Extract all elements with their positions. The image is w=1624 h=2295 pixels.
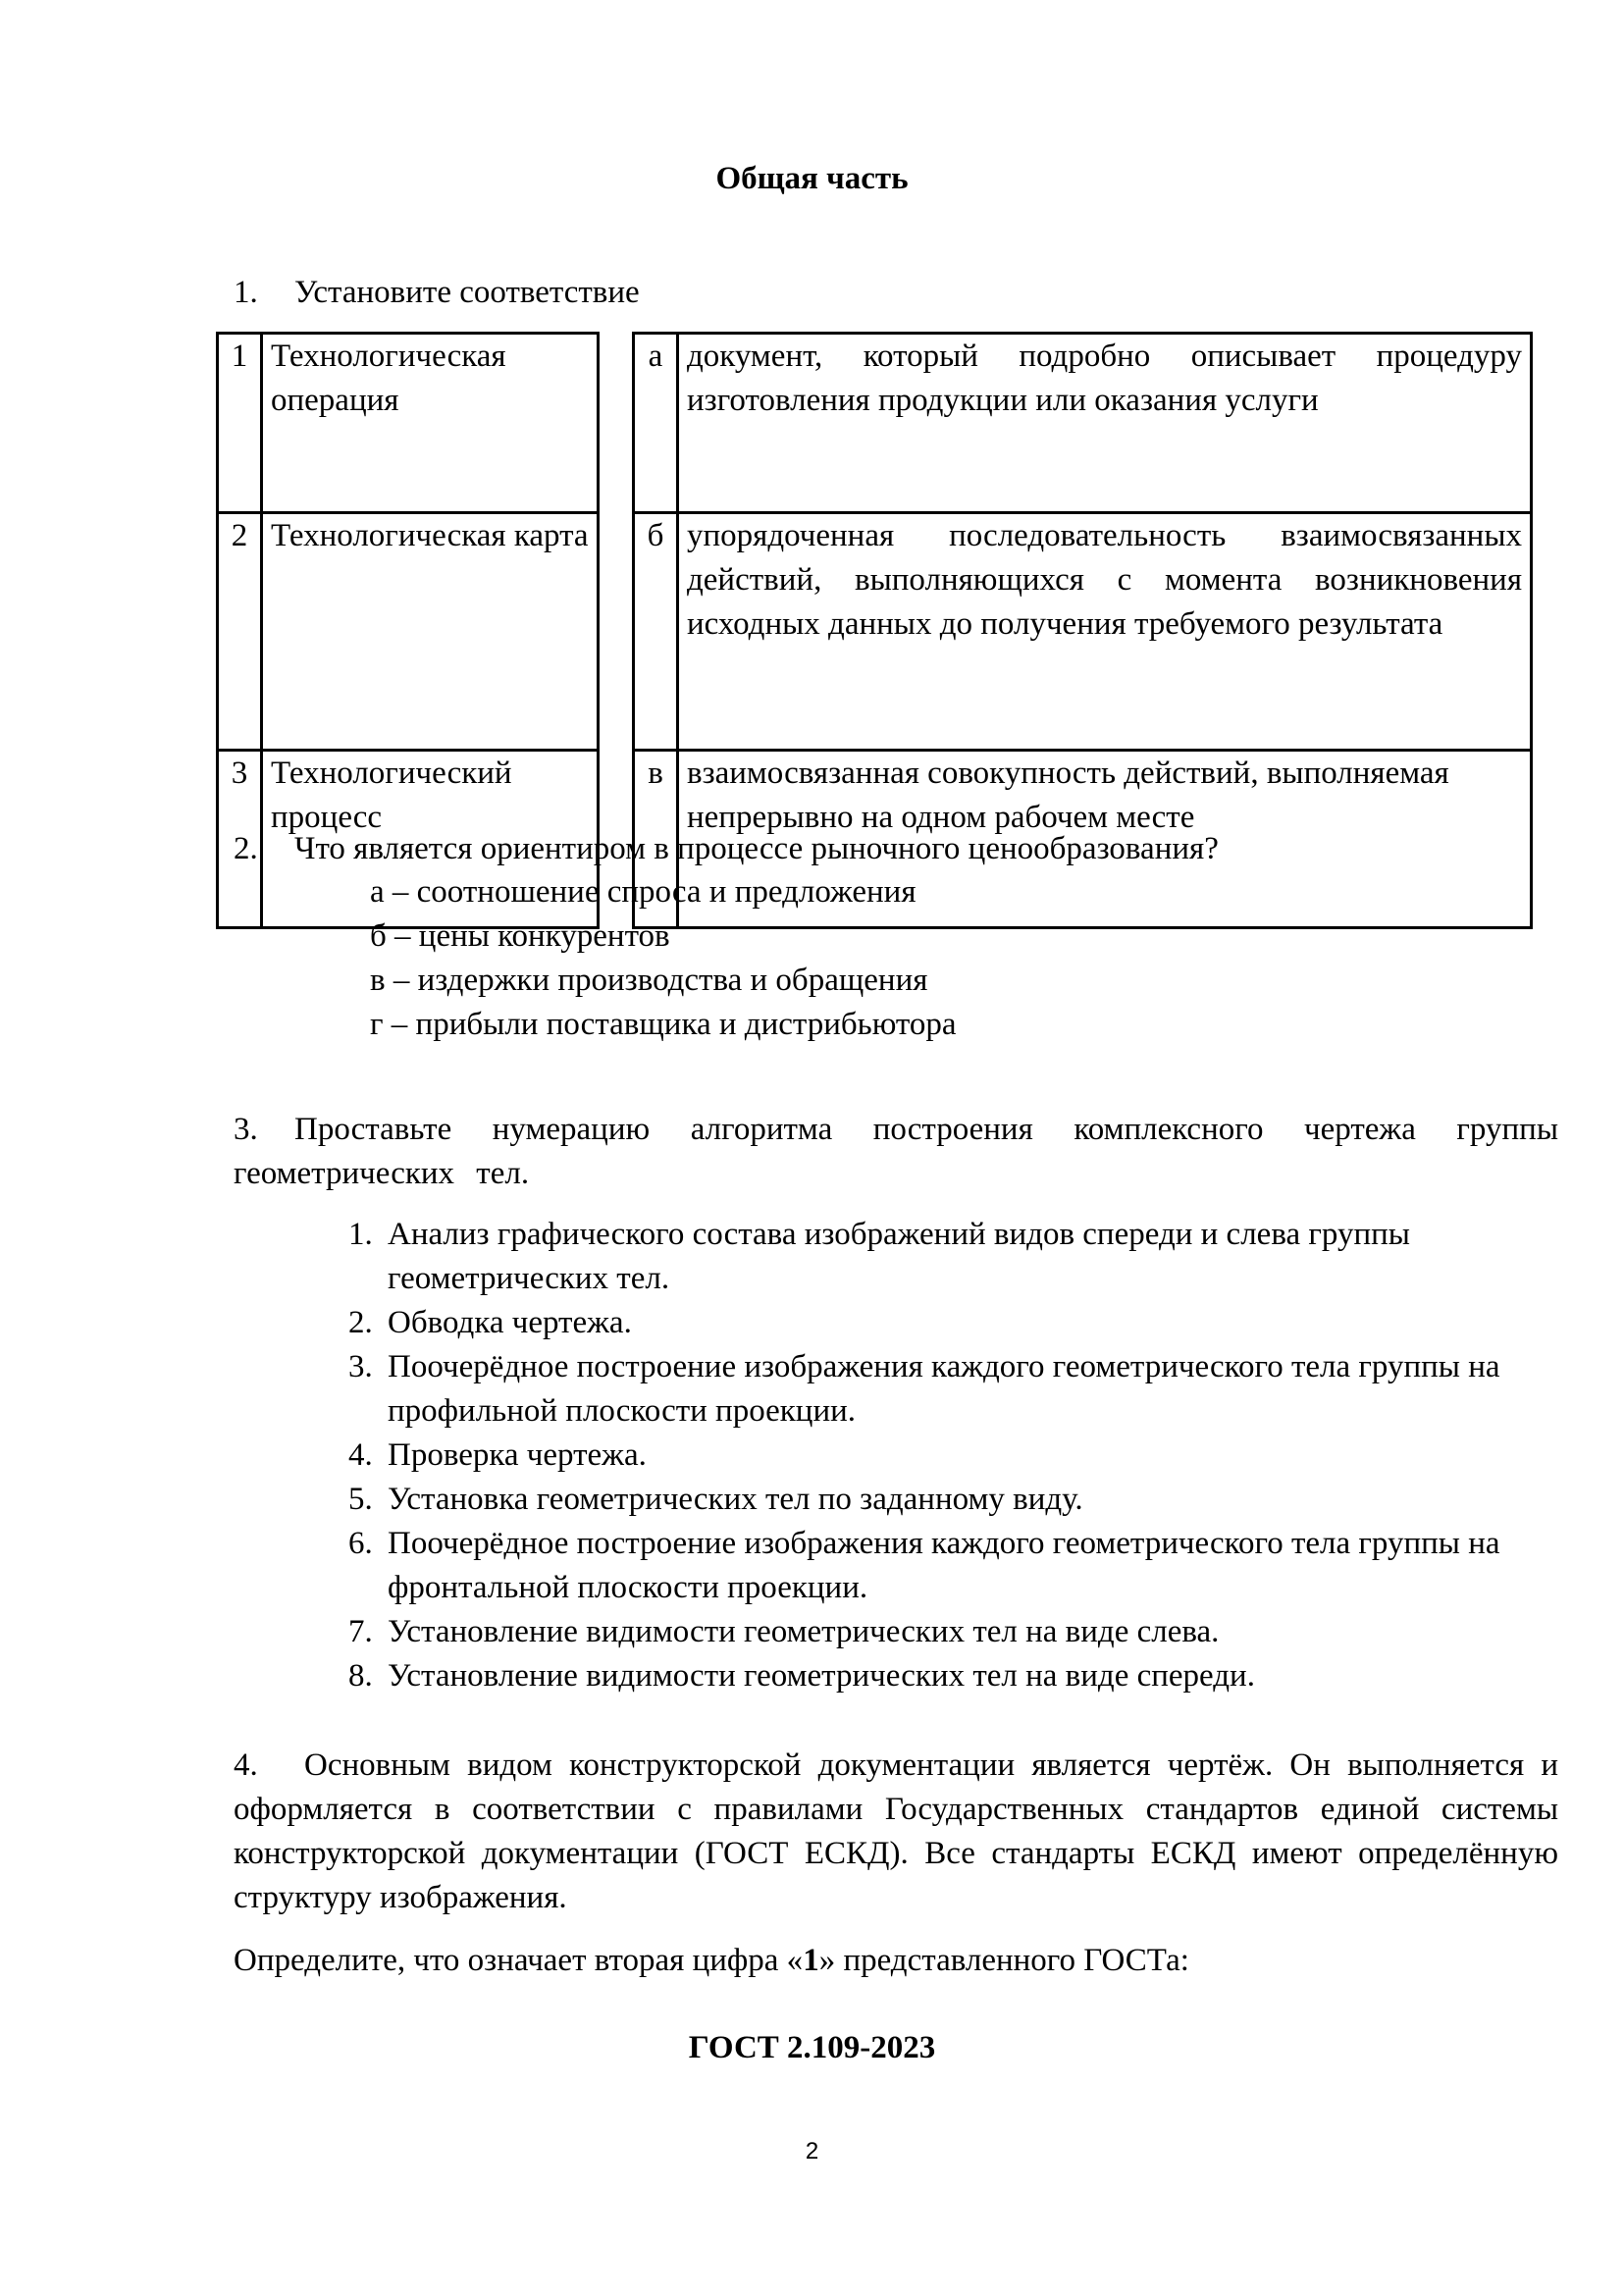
table-row	[218, 334, 599, 513]
answer-option: в – издержки производства и обращения	[370, 963, 928, 998]
gost-designation: ГОСТ 2.109-2023	[688, 2030, 936, 2065]
step-number: 8.	[348, 1658, 373, 1694]
step-number: 3.	[348, 1349, 373, 1384]
question-number: 4.	[234, 1747, 258, 1783]
step-text: Обводка чертежа.	[388, 1305, 632, 1340]
question-4-prompt	[234, 1939, 1558, 1983]
step-text: Установка геометрических тел по заданному виду.	[388, 1482, 1083, 1517]
definition-text: упорядоченная последовательность взаимосвязанных действий, выполняющихся с момента возникновения исходных данных до получения требуемого результата	[678, 513, 1532, 751]
question-number: 2.	[234, 831, 258, 866]
step-number: 2.	[348, 1305, 373, 1340]
question-number: 1.	[234, 275, 258, 310]
definition-letter: б	[634, 513, 678, 751]
step-text: Проверка чертежа.	[388, 1437, 647, 1473]
list-item	[348, 1522, 1555, 1610]
term-number: 1	[218, 334, 262, 513]
step-number: 7.	[348, 1614, 373, 1649]
question-3	[234, 1108, 1558, 1196]
question-text: Что является ориентиром в процессе рыночного ценообразования?	[294, 831, 1219, 866]
definition-text: документ, который подробно описывает процедуру изготовления продукции или оказания услуги	[678, 334, 1532, 513]
list-item	[348, 1213, 1555, 1301]
table-row	[634, 334, 1532, 513]
step-number: 6.	[348, 1526, 373, 1561]
page-number: 2	[805, 2138, 819, 2165]
term-text: Технологическая операция	[262, 334, 599, 513]
answer-option: б – цены конкурентов	[370, 918, 670, 954]
term-text: Технологическая карта	[262, 513, 599, 751]
step-number: 5.	[348, 1482, 373, 1517]
table-row	[218, 513, 599, 751]
definition-letter: в	[634, 751, 678, 928]
step-number: 4.	[348, 1437, 373, 1473]
question-1	[234, 271, 1558, 315]
table-row	[634, 513, 1532, 751]
prompt-text-end: » представленного ГОСТа:	[818, 1943, 1189, 1978]
prompt-digit: 1	[803, 1943, 819, 1978]
term-number: 3	[218, 751, 262, 928]
question-text: Установите соответствие	[294, 275, 640, 310]
list-item	[348, 1478, 1555, 1522]
definition-letter: а	[634, 334, 678, 513]
list-item	[348, 1301, 1555, 1345]
step-text: Установление видимости геометрических тел на виде спереди.	[388, 1658, 1255, 1694]
question-number: 3.	[234, 1112, 258, 1147]
definition-text: взаимосвязанная совокупность действий, выполняемая непрерывно на одном рабочем месте	[678, 751, 1532, 928]
question-4	[234, 1744, 1558, 1920]
term-number: 2	[218, 513, 262, 751]
question-text: Основным видом конструкторской документации является чертёж. Он выполняется и оформляется в соответствии с правилами Государственных стандартов единой системы конструкторской документации (ГОСТ ЕСКД). Все стандарты ЕСКД имеют определённую структуру изображения.	[234, 1747, 1558, 1915]
question-text: Проставьте нумерацию алгоритма построения комплексного чертежа группы геометрических тел.	[234, 1112, 1558, 1191]
answer-option: г – прибыли поставщика и дистрибьютора	[370, 1007, 957, 1042]
prompt-text: Определите, что означает вторая цифра «	[234, 1943, 804, 1978]
list-item	[348, 1434, 1555, 1478]
algorithm-steps	[348, 1213, 1555, 1698]
list-item	[348, 1610, 1555, 1654]
list-item	[348, 1654, 1555, 1698]
term-text: Технологический процесс	[262, 751, 599, 928]
step-text: Установление видимости геометрических тел на виде слева.	[388, 1614, 1220, 1649]
list-item	[348, 1345, 1555, 1434]
step-number: 1.	[348, 1217, 373, 1252]
answer-options	[370, 870, 957, 1047]
page-title: Общая часть	[715, 161, 909, 196]
step-text: Поочерёдное построение изображения каждого геометрического тела группы на фронтальной плоскости проекции.	[388, 1526, 1500, 1605]
answer-option: а – соотношение спроса и предложения	[370, 874, 917, 910]
question-2	[234, 827, 1558, 871]
step-text: Анализ графического состава изображений видов спереди и слева группы геометрических тел.	[388, 1217, 1410, 1296]
step-text: Поочерёдное построение изображения каждого геометрического тела группы на профильной плоскости проекции.	[388, 1349, 1500, 1429]
